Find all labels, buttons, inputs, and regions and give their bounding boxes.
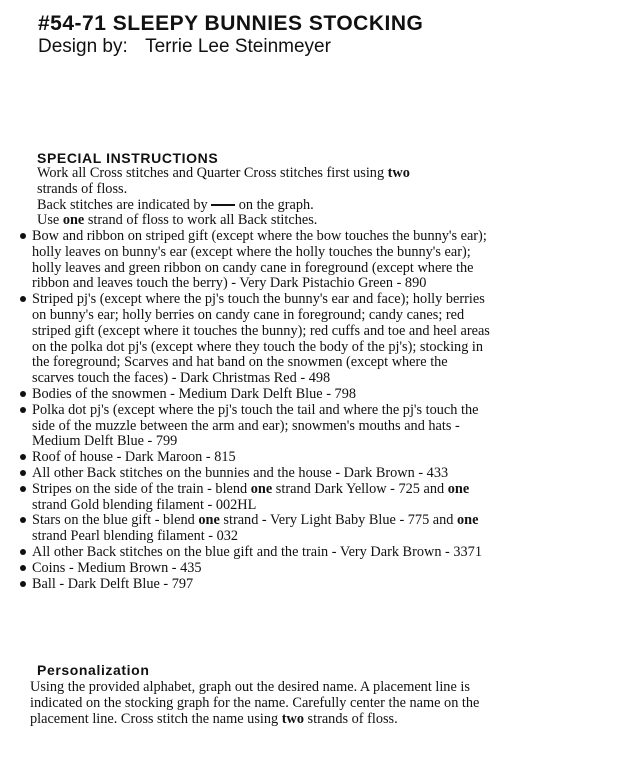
bullet-icon [20, 581, 26, 587]
list-item [20, 466, 490, 482]
item-text: strand - Very Light Baby Blue - 775 and [219, 512, 458, 529]
list-item [20, 450, 490, 466]
intro-text: strands of floss. [37, 180, 128, 197]
bullet-icon [20, 486, 26, 492]
intro-text: Back stitches are indicated by [37, 196, 208, 213]
special-instructions-intro [37, 166, 497, 229]
bullet-icon [20, 565, 26, 571]
intro-text: Work all Cross stitches and Quarter Cross stitches first using [37, 165, 388, 181]
bullet-icon [20, 454, 26, 460]
bullet-icon [20, 391, 26, 397]
personalization-heading: Personalization [37, 662, 150, 678]
item-emphasis: one [447, 480, 470, 497]
intro-text: Use [37, 212, 63, 229]
designer-label: Design by: [38, 36, 128, 57]
list-item [20, 545, 490, 561]
item-text: Roof of house - Dark Maroon - 815 [32, 449, 236, 466]
bullet-icon [20, 470, 26, 476]
bullet-icon [20, 296, 26, 302]
designer-name: Terrie Lee Steinmeyer [145, 36, 331, 57]
list-item [20, 292, 490, 387]
item-text: Bodies of the snowmen - Medium Dark Delft Blue - 798 [32, 385, 357, 402]
item-emphasis: one [457, 512, 479, 529]
item-text: strand Pearl blending filament - 032 [32, 528, 239, 545]
item-text: Polka dot pj's (except where the pj's touch the tail and where the pj's touch the side of the muzzle between the arm and ear); snowmen's mouths and hats - Medium Delft Blue - 799 [32, 401, 479, 450]
item-text: Stripes on the side of the train - blend [32, 480, 251, 497]
pattern-title: #54-71 SLEEPY BUNNIES STOCKING [38, 12, 424, 35]
personalization-text: Using the provided alphabet, graph out the desired name. A placement line is indicated on the stocking graph for the name. Carefully center the name on the placement line. Cross stitch the name using [30, 679, 480, 727]
item-text: Stars on the blue gift - blend [32, 512, 199, 529]
list-item [20, 387, 490, 403]
bullet-icon [20, 549, 26, 555]
item-text: Ball - Dark Delft Blue - 797 [32, 575, 194, 592]
backstitch-list [20, 229, 490, 592]
list-item [20, 482, 490, 514]
personalization-text: strands of floss. [303, 710, 398, 727]
item-emphasis: one [250, 480, 273, 497]
intro-emphasis: two [387, 165, 410, 181]
item-text: Coins - Medium Brown - 435 [32, 559, 202, 576]
personalization-body [30, 680, 480, 727]
intro-line [37, 166, 497, 182]
item-text: Bow and ribbon on striped gift (except where the bow touches the bunny's ear); holly leaves on bunny's ear (except where the holly touches the bunny's ear); holly leaves and green ribbon on candy cane in foreground (except where the ribbon and leaves touch the berry) - Very Dark Pistachio Green - 890 [32, 228, 487, 292]
list-item [20, 561, 490, 577]
intro-emphasis: one [62, 212, 85, 229]
bullet-icon [20, 233, 26, 239]
item-text: All other Back stitches on the blue gift and the train - Very Dark Brown - 3371 [32, 543, 482, 560]
intro-text: on the graph. [238, 196, 314, 213]
personalization-emphasis: two [281, 710, 304, 727]
list-item [20, 229, 490, 292]
designer-line [38, 36, 331, 58]
item-text: All other Back stitches on the bunnies and the house - Dark Brown - 433 [32, 464, 449, 481]
intro-line [37, 213, 497, 229]
bullet-icon [20, 517, 26, 523]
item-text: strand Gold blending filament - 002HL [32, 496, 257, 513]
list-item [20, 577, 490, 593]
list-item [20, 403, 490, 450]
intro-line [37, 182, 497, 198]
list-item [20, 513, 490, 545]
intro-text: strand of floss to work all Back stitches. [84, 212, 318, 229]
bullet-icon [20, 407, 26, 413]
item-emphasis: one [198, 512, 220, 529]
intro-line [37, 198, 497, 214]
special-instructions-heading: SPECIAL INSTRUCTIONS [37, 150, 219, 166]
backstitch-legend-line [211, 204, 235, 206]
item-text: Striped pj's (except where the pj's touch the bunny's ear and face); holly berries on bunny's ear; holly berries on candy cane in foreground; candy canes; red striped gift (except where it touches the bunny); red cuffs and toe and heel areas on the polka dot pj's (except where they touch the body of the pj's); stocking in the foreground; Scarves and hat band on the snowmen (except where the scarves touch the faces) - Dark Christmas Red - 498 [32, 291, 490, 387]
item-text: strand Dark Yellow - 725 and [272, 480, 448, 497]
